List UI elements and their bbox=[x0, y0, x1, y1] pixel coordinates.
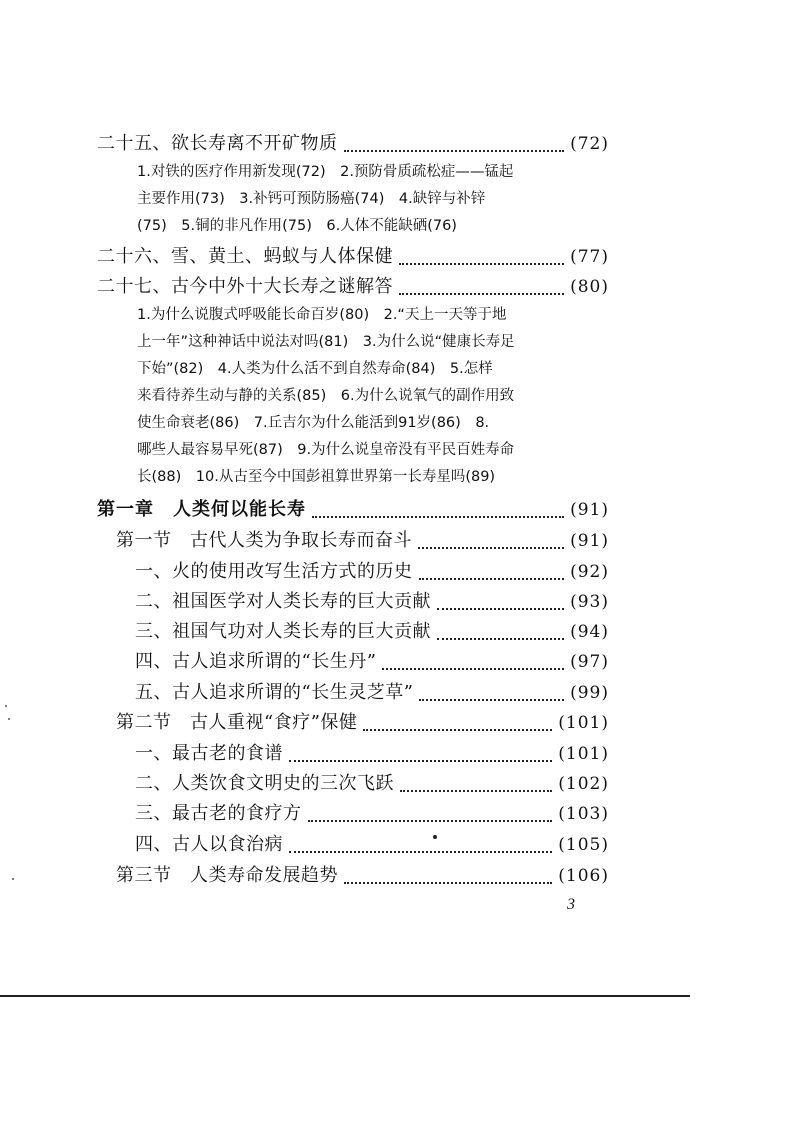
dot-leader bbox=[289, 760, 552, 762]
dot-leader bbox=[418, 547, 564, 549]
chapter-title: 第一章 人类何以能长寿 bbox=[97, 499, 306, 520]
scan-speck bbox=[12, 878, 14, 880]
subsection-title: 四、古人追求所谓的“长生丹” bbox=[135, 651, 377, 672]
dot-leader bbox=[289, 851, 552, 853]
dot-leader bbox=[312, 516, 564, 518]
subsection-title: 五、古人追求所谓的“长生灵芝草” bbox=[135, 682, 414, 703]
chapter-page: (91) bbox=[570, 500, 609, 520]
dot-leader bbox=[344, 882, 552, 884]
toc-entry-27[interactable] bbox=[97, 273, 609, 301]
subtopic-line: (75) 5.铜的非凡作用(75) 6.人体不能缺硒(76) bbox=[137, 218, 457, 234]
section-page: (106) bbox=[558, 866, 609, 886]
scan-speck bbox=[8, 718, 10, 720]
subsection-title: 一、最古老的食谱 bbox=[135, 743, 283, 764]
subsection-page: (93) bbox=[570, 592, 609, 612]
dot-leader bbox=[437, 638, 564, 640]
dot-leader bbox=[399, 263, 564, 265]
subsection-title: 三、最古老的食疗方 bbox=[135, 803, 302, 824]
toc-entry-page: (72) bbox=[570, 134, 609, 154]
toc-section-2[interactable] bbox=[116, 709, 609, 737]
subtopic-line: 1.对铁的医疗作用新发现(72) 2.预防骨质疏松症——锰起 bbox=[137, 164, 514, 180]
scan-speck bbox=[5, 705, 7, 707]
subtopic-line: 主要作用(73) 3.补钙可预防肠癌(74) 4.缺锌与补锌 bbox=[137, 191, 486, 207]
subsection-page: (103) bbox=[558, 804, 609, 824]
subtopic-line: 哪些人最容易早死(87) 9.为什么说皇帝没有平民百姓寿命 bbox=[137, 442, 515, 458]
toc-subsection-1-5[interactable] bbox=[135, 679, 609, 707]
toc-chapter-1[interactable] bbox=[97, 496, 609, 524]
toc-subsection-2-3[interactable] bbox=[135, 800, 609, 828]
subsection-page: (94) bbox=[570, 622, 609, 642]
subsection-page: (105) bbox=[558, 835, 609, 855]
toc-subsection-2-4[interactable] bbox=[135, 831, 609, 859]
subsection-title: 四、古人以食治病 bbox=[135, 834, 283, 855]
dot-leader bbox=[363, 729, 552, 731]
section-title: 第三节 人类寿命发展趋势 bbox=[116, 865, 338, 886]
toc-entry-title: 二十六、雪、黄土、蚂蚁与人体保健 bbox=[97, 246, 393, 267]
subsection-title: 二、人类饮食文明史的三次飞跃 bbox=[135, 773, 394, 794]
section-page: (101) bbox=[558, 713, 609, 733]
subsection-title: 三、祖国气功对人类长寿的巨大贡献 bbox=[135, 621, 431, 642]
toc-entry-27-subtopics bbox=[137, 302, 611, 491]
subtopic-line: 上一年”这种神话中说法对吗(81) 3.为什么说“健康长寿足 bbox=[137, 334, 515, 350]
subsection-page: (97) bbox=[570, 652, 609, 672]
toc-entry-25-subtopics bbox=[137, 159, 611, 240]
subtopic-line: 下始”(82) 4.人类为什么活不到自然寿命(84) 5.怎样 bbox=[137, 361, 493, 377]
subtopic-line: 1.为什么说腹式呼吸能长命百岁(80) 2.“天上一天等于地 bbox=[137, 307, 507, 323]
toc-entry-26[interactable] bbox=[97, 243, 609, 271]
toc-entry-title: 二十七、古今中外十大长寿之谜解答 bbox=[97, 276, 393, 297]
subtopic-line: 使生命衰老(86) 7.丘吉尔为什么能活到91岁(86) 8. bbox=[137, 415, 490, 431]
dot-leader bbox=[400, 790, 552, 792]
dot-leader bbox=[382, 668, 564, 670]
dot-leader bbox=[419, 699, 564, 701]
subtopic-line: 长(88) 10.从古至今中国彭祖算世界第一长寿星吗(89) bbox=[137, 469, 496, 485]
subsection-title: 一、火的使用改写生活方式的历史 bbox=[135, 561, 413, 582]
subsection-page: (101) bbox=[558, 744, 609, 764]
toc-entry-25[interactable] bbox=[97, 130, 609, 158]
scan-speck bbox=[433, 835, 437, 839]
dot-leader bbox=[399, 293, 564, 295]
toc-subsection-1-1[interactable] bbox=[135, 558, 609, 586]
toc-subsection-1-2[interactable] bbox=[135, 588, 609, 616]
page-bottom-rule bbox=[0, 995, 690, 997]
toc-section-3[interactable] bbox=[116, 862, 609, 890]
toc-entry-page: (77) bbox=[570, 247, 609, 267]
dot-leader bbox=[419, 578, 565, 580]
subsection-title: 二、祖国医学对人类长寿的巨大贡献 bbox=[135, 591, 431, 612]
section-page: (91) bbox=[570, 531, 609, 551]
dot-leader bbox=[344, 150, 565, 152]
toc-subsection-2-1[interactable] bbox=[135, 740, 609, 768]
section-title: 第二节 古人重视“食疗”保健 bbox=[116, 712, 358, 733]
dot-leader bbox=[437, 608, 564, 610]
section-title: 第一节 古代人类为争取长寿而奋斗 bbox=[116, 530, 412, 551]
toc-subsection-1-4[interactable] bbox=[135, 648, 609, 676]
dot-leader bbox=[308, 820, 553, 822]
toc-entry-title: 二十五、欲长寿离不开矿物质 bbox=[97, 133, 338, 154]
toc-section-1[interactable] bbox=[116, 527, 609, 555]
subsection-page: (99) bbox=[570, 683, 609, 703]
toc-entry-page: (80) bbox=[570, 277, 609, 297]
subsection-page: (92) bbox=[570, 562, 609, 582]
subtopic-line: 来看待养生动与静的关系(85) 6.为什么说氧气的副作用致 bbox=[137, 388, 515, 404]
toc-subsection-1-3[interactable] bbox=[135, 618, 609, 646]
subsection-page: (102) bbox=[558, 774, 609, 794]
toc-subsection-2-2[interactable] bbox=[135, 770, 609, 798]
page-number: 3 bbox=[567, 896, 575, 913]
